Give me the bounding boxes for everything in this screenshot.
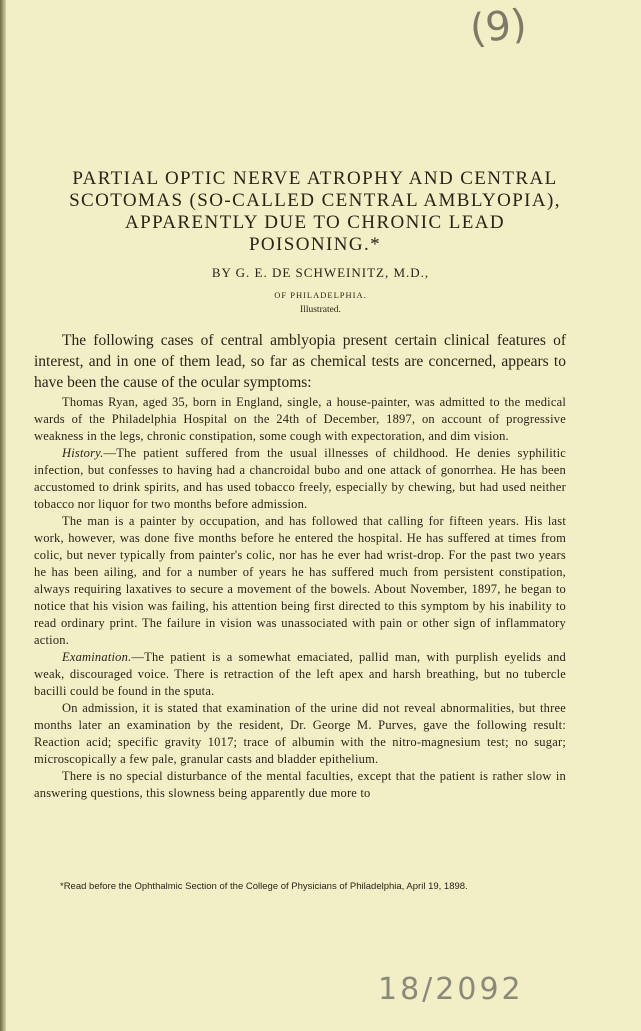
handwritten-accession-number: 18/2092 [378,972,524,1007]
page-binding-edge [0,0,6,1031]
illustrated-note: Illustrated. [300,305,341,315]
article-body [34,394,566,802]
title-line-1: PARTIAL OPTIC NERVE ATROPHY AND CENTRAL [72,168,558,189]
article-title [30,168,600,256]
intro-text: The following cases of central amblyopia present certain clinical features of interest, and in one of them lead, so far as chemical tests are concerned, appears to have been the cause of the ocular symptoms: [34,332,566,391]
handwritten-page-number: (9) [467,1,529,53]
admission-paragraph: On admission, it is stated that examination of the urine did not reveal abnormalities, but three months later an examination by the resident, Dr. George M. Purves, gave the following result: Reaction acid; specific gravity 1017; trace of albumin with the nitro-magnesium test; no sugar; microscopically a few pale, granular casts and bladder epithelium. [34,701,566,766]
case-intro-paragraph: Thomas Ryan, aged 35, born in England, single, a house-painter, was admitted to the medical wards of the Philadelphia Hospital on the 24th of December, 1897, on account of progressive weakness in the legs, chronic constipation, some cough with expectoration, and dim vision. [34,395,566,443]
author-byline: BY G. E. DE SCHWEINITZ, M.D., [211,265,430,280]
title-line-2: SCOTOMAS (SO-CALLED CENTRAL AMBLYOPIA), [69,190,561,211]
title-line-4: POISONING.* [248,234,382,255]
history-label: History. [62,446,104,460]
occupation-paragraph: The man is a painter by occupation, and has followed that calling for fifteen years. His last work, however, was done five months before he entered the hospital. He has suffered at times from colic, but never typically from painter's colic, nor has he ever had wrist-drop. For the past two years he has been ailing, and for a number of years he has suffered much from persistent constipation, always requiring laxatives to secure a movement of the bowels. About November, 1897, he began to notice that his vision was failing, his attention being first directed to this symptom by his inability to read ordinary print. The failure in vision was unassociated with pain or other sign of inflammatory action. [34,514,566,647]
examination-label: Examination. [62,650,132,664]
footnote [34,881,566,892]
examination-text: —The patient is a somewhat emaciated, pallid man, with purplish eyelids and weak, discouraged voice. There is retraction of the left apex and harsh breathing, but no tubercle bacilli could be found in the sputa. [34,650,566,698]
author-affiliation: OF PHILADELPHIA. [274,290,367,300]
history-text: —The patient suffered from the usual illnesses of childhood. He denies syphilitic infection, but confesses to having had a chancroidal bubo and one attack of gonorrhea. He has been accustomed to drink spirits, and has used tobacco freely, especially by chewing, but had used neither tobacco nor liquor for two months before admission. [34,446,566,511]
intro-paragraph [34,330,566,393]
footnote-text: *Read before the Ophthalmic Section of the College of Physicians of Philadelphia, April 19, 1898. [60,881,468,892]
examination-paragraph [34,649,566,700]
title-line-3: APPARENTLY DUE TO CHRONIC LEAD [124,212,505,233]
history-paragraph [34,445,566,513]
mental-paragraph: There is no special disturbance of the mental faculties, except that the patient is rather slow in answering questions, this slowness being apparently due more to [34,769,566,800]
